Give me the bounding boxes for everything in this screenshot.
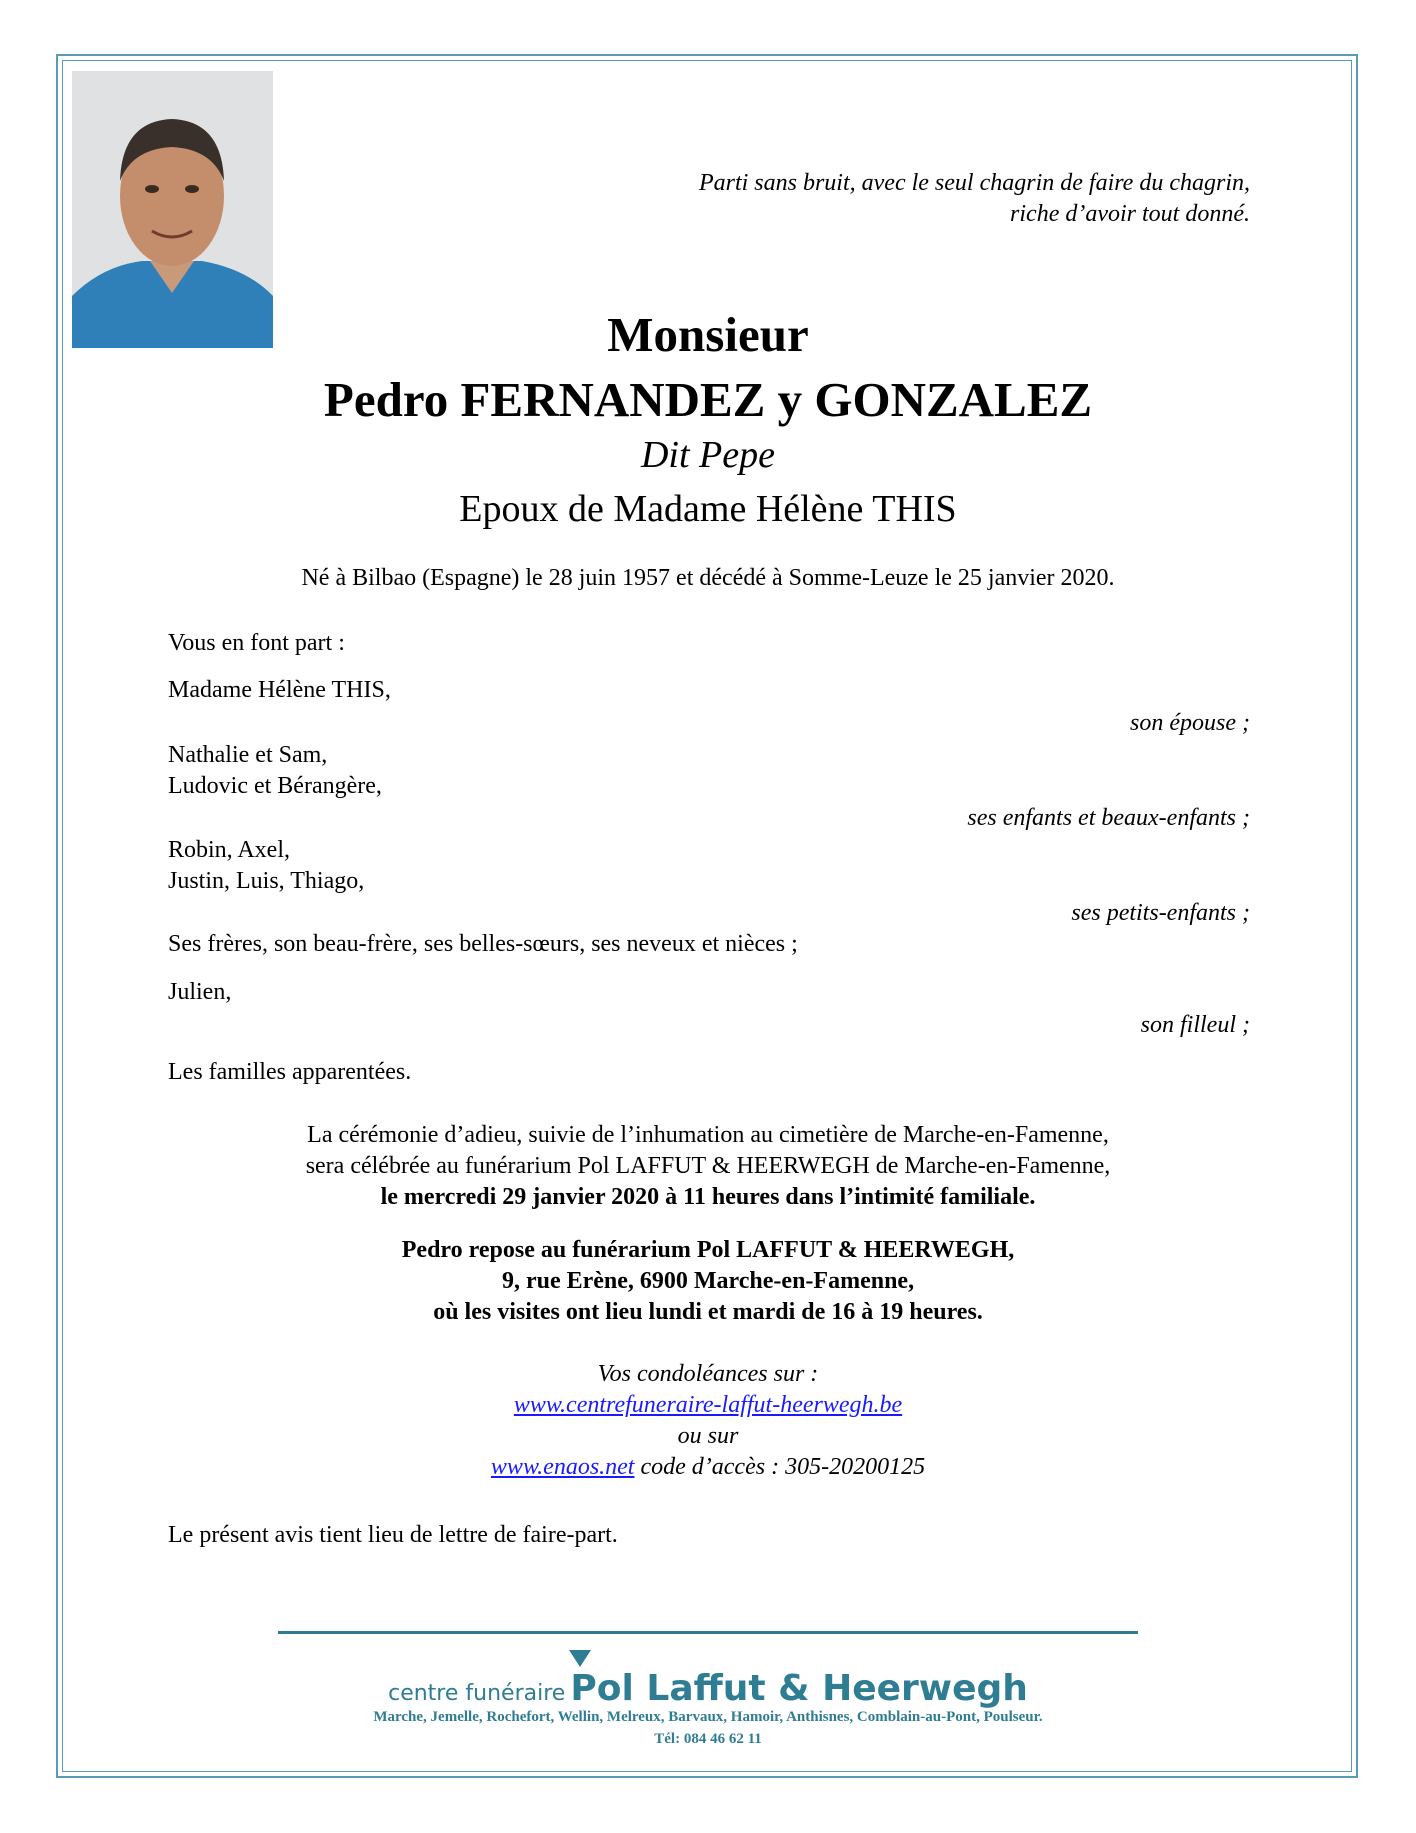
condolences-intro: Vos condoléances sur : xyxy=(597,1361,819,1387)
access-code: code d’accès : 305-20200125 xyxy=(640,1454,926,1480)
condolences-link-row-1 xyxy=(0,1390,1416,1421)
ceremony-line-2: sera célébrée au funérarium Pol LAFFUT & HEERWEGH de Marche-en-Famenne, xyxy=(305,1153,1111,1179)
rest-line-1: Pedro repose au funérarium Pol LAFFUT & HEERWEGH, xyxy=(401,1237,1015,1263)
relatives-line: Les familles apparentées. xyxy=(168,1059,412,1085)
spouse-role: son épouse ; xyxy=(1130,710,1250,736)
epigraph-line-2: riche d’avoir tout donné. xyxy=(1010,201,1250,227)
family-intro: Vous en font part : xyxy=(168,630,345,656)
rest-line-3: où les visites ont lieu lundi et mardi de 16 à 19 heures. xyxy=(433,1299,983,1325)
honorific: Monsieur xyxy=(607,307,809,362)
siblings-line: Ses frères, son beau-frère, ses belles-sœurs, ses neveux et nièces ; xyxy=(168,931,798,957)
condolences-link-2[interactable]: www.enaos.net xyxy=(490,1454,635,1480)
ceremony-line-1: La cérémonie d’adieu, suivie de l’inhumation au cimetière de Marche-en-Famenne, xyxy=(307,1122,1109,1148)
godson-name: Julien, xyxy=(168,979,232,1005)
epigraph xyxy=(699,168,1250,230)
children-line-2: Ludovic et Bérangère, xyxy=(168,773,382,799)
spouse-name: Madame Hélène THIS, xyxy=(168,677,391,703)
rest-line-2: 9, rue Erène, 6900 Marche-en-Famenne, xyxy=(501,1268,915,1294)
grandchildren-line-1: Robin, Axel, xyxy=(168,837,291,863)
ceremony-line-3: le mercredi 29 janvier 2020 à 11 heures dans l’intimité familiale. xyxy=(380,1184,1036,1210)
grandchildren-line-2: Justin, Luis, Thiago, xyxy=(168,868,365,894)
godson-role: son filleul ; xyxy=(1140,1012,1250,1038)
footer-brand-name: Pol Laffut & Heerwegh xyxy=(570,1668,1028,1709)
deceased-name: Pedro FERNANDEZ y GONZALEZ xyxy=(323,372,1093,427)
condolences-link-1[interactable]: www.centrefuneraire-laffut-heerwegh.be xyxy=(513,1392,903,1418)
epigraph-line-1: Parti sans bruit, avec le seul chagrin de faire du chagrin, xyxy=(698,170,1250,196)
footer-rule xyxy=(278,1631,1138,1634)
footer-tel: Tél: 084 46 62 11 xyxy=(654,1731,762,1747)
condolences-or: ou sur xyxy=(677,1423,739,1449)
grandchildren-role: ses petits-enfants ; xyxy=(1071,900,1250,926)
spouse-line: Epoux de Madame Hélène THIS xyxy=(459,488,957,530)
children-role: ses enfants et beaux-enfants ; xyxy=(967,805,1250,831)
birth-death-line: Né à Bilbao (Espagne) le 28 juin 1957 et décédé à Somme-Leuze le 25 janvier 2020. xyxy=(301,565,1115,591)
footer-prefix: centre funéraire xyxy=(388,1681,566,1706)
footer-logo xyxy=(0,1668,1416,1709)
nickname: Dit Pepe xyxy=(640,434,775,476)
condolences-link-row-2 xyxy=(0,1452,1416,1483)
children-line-1: Nathalie et Sam, xyxy=(168,742,328,768)
closing-line: Le présent avis tient lieu de lettre de faire-part. xyxy=(168,1522,618,1548)
footer-triangle-icon xyxy=(569,1650,591,1667)
footer-towns: Marche, Jemelle, Rochefort, Wellin, Melreux, Barvaux, Hamoir, Anthisnes, Comblain-au-Pont, Poulseur. xyxy=(373,1709,1043,1725)
